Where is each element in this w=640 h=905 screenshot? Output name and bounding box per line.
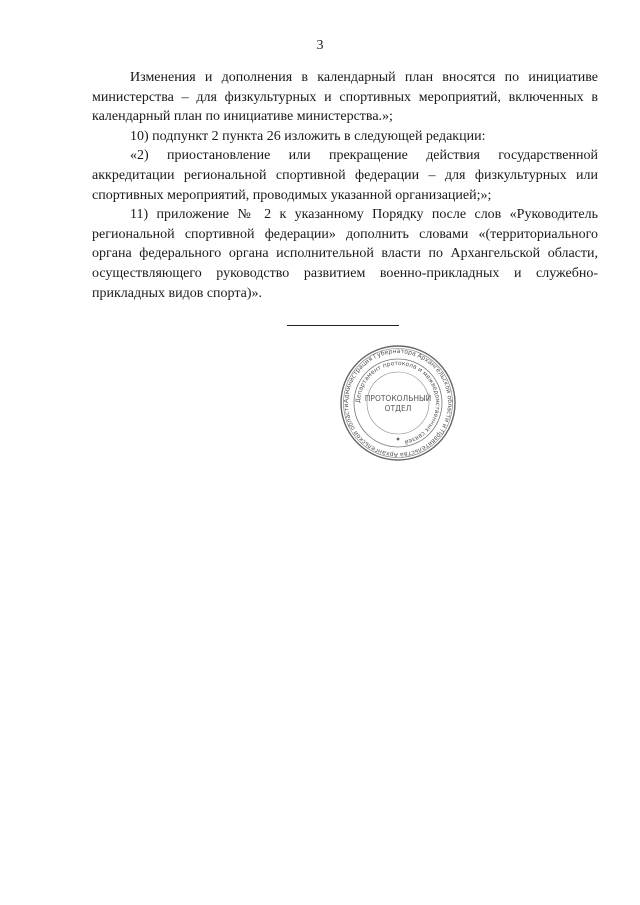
separator-line (287, 325, 399, 326)
paragraph-3: «2) приостановление или прекращение действия государственной аккредитации региональной спортивной федерации – для физкультурных или спортивных мероприятий, проводимых указанной организацией;»; (92, 148, 598, 203)
seal-center-line-1: ПРОТОКОЛЬНЫЙ (364, 394, 432, 403)
document-body (92, 68, 598, 303)
paragraph-2: 10) подпункт 2 пункта 26 изложить в следующей редакции: (130, 128, 486, 144)
seal-center-line-2: ОТДЕЛ (384, 404, 412, 413)
official-seal (338, 343, 458, 463)
seal-inner-text: Департамент протокола и межведомственных связей (354, 359, 442, 446)
paragraph-4: 11) приложение № 2 к указанному Порядку после слов «Руководитель региональной спортивной федерации» дополнить словами «(территориального органа федерального органа исполнительной власти по Архангельской области, осуществляющего руководство развитием военно-прикладных и служебно-прикладных видов спорта)». (92, 207, 598, 301)
paragraph-1: Изменения и дополнения в календарный план вносятся по инициативе министерства – для физкультурных и спортивных мероприятий, включенных в календарный план по инициативе министерства.»; (92, 70, 598, 125)
seal-dot-icon (397, 438, 400, 441)
seal-outer-text: Администрация Губернатора Архангельской области и Правительства Архангельской области (342, 347, 454, 459)
page-number: 3 (316, 38, 324, 53)
